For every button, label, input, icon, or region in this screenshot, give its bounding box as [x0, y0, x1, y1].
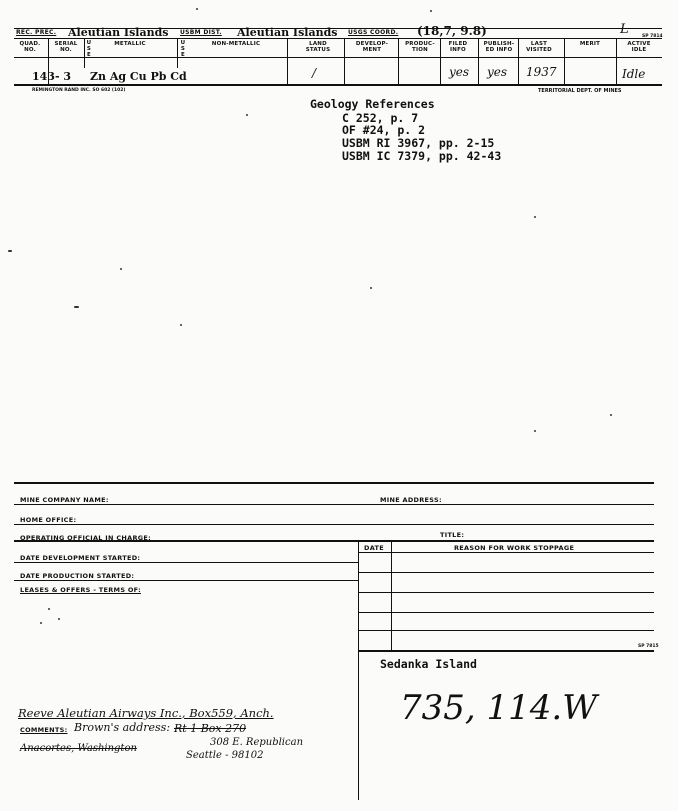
col-use1-label: U S E [86, 40, 92, 58]
usgs-coord-value: (18,7, 9.8) [417, 24, 487, 38]
col-published-info-label: PUBLISH-ED INFO [483, 41, 515, 53]
form-rule [14, 524, 654, 525]
col-filed-info-label: FILED INFO [448, 41, 468, 53]
form-rule [14, 504, 654, 505]
leases-label: LEASES & OFFERS - TERMS OF: [20, 586, 141, 594]
speck [534, 216, 536, 218]
col-divider [398, 38, 399, 84]
col-divider [616, 38, 617, 84]
col-last-visited-label: LAST VISITED [526, 41, 552, 53]
speck [40, 622, 42, 624]
usbm-dist-label: USBM DIST. [180, 29, 222, 36]
col-divider [177, 38, 178, 68]
col-active-idle-label: ACTIVE IDLE [627, 41, 651, 53]
handwritten-coords: 735, 114.W [400, 688, 598, 728]
speck [120, 268, 122, 270]
col-nonmetallic-label: NON-METALLIC [211, 41, 261, 47]
record-filed-info: yes [449, 65, 470, 79]
header-rule-3 [14, 57, 662, 58]
geology-title: Geology References [310, 97, 435, 111]
stoppage-rule [358, 612, 654, 613]
rec-prec-label: REC. PREC. [16, 29, 57, 36]
geology-ref: USBM RI 3967, pp. 2-15 [342, 136, 495, 150]
col-divider [478, 38, 479, 84]
speck [48, 608, 50, 610]
form-number-top: SP 7814 [642, 34, 663, 39]
form-top-rule [14, 482, 654, 484]
handwritten-owner: Reeve Aleutian Airways Inc., Box559, Anch. [18, 706, 274, 720]
record-rule [14, 84, 662, 86]
geology-ref: C 252, p. 7 [342, 111, 419, 125]
record-quad-serial: 143- 3 [32, 70, 72, 83]
col-divider [344, 38, 345, 84]
rec-prec-value: Aleutian Islands [68, 26, 169, 39]
mine-company-label: MINE COMPANY NAME: [20, 496, 109, 504]
col-merit-label: MERIT [579, 41, 601, 47]
printer-line: REMINGTON RAND INC. SO 602 (102) [32, 88, 126, 93]
col-divider [84, 38, 85, 68]
stoppage-rule [358, 630, 654, 631]
col-divider [564, 38, 565, 84]
speck [430, 10, 432, 12]
geology-ref: OF #24, p. 2 [342, 123, 426, 137]
speck [534, 430, 536, 432]
mine-address-label: MINE ADDRESS: [380, 496, 442, 504]
reason-label: REASON FOR WORK STOPPAGE [454, 544, 575, 552]
comments-label: COMMENTS: [20, 726, 68, 734]
stoppage-rule [358, 650, 654, 652]
form-number-bottom: SP 7815 [638, 644, 659, 649]
date-label: DATE [364, 544, 384, 552]
stoppage-col-divider [391, 540, 392, 650]
col-land-status-label: LAND STATUS [305, 41, 331, 53]
col-divider [518, 38, 519, 84]
record-published-info: yes [487, 65, 508, 79]
speck [74, 306, 79, 308]
home-office-label: HOME OFFICE: [20, 516, 77, 524]
col-quad-label: QUAD. NO. [19, 41, 41, 53]
dept-line: TERRITORIAL DEPT. OF MINES [538, 88, 622, 94]
speck [180, 324, 182, 326]
speck [58, 618, 60, 620]
struck-address-1: Rt 1 Box 270 [174, 722, 247, 735]
new-address-1: 308 E. Republican [210, 737, 304, 748]
date-dev-label: DATE DEVELOPMENT STARTED: [20, 554, 141, 562]
col-serial-label: SERIAL NO. [54, 41, 78, 53]
col-divider [287, 38, 288, 84]
stoppage-col-divider [358, 540, 359, 650]
col-use2-label: U S E [180, 40, 186, 58]
record-active-idle: Idle [622, 67, 646, 81]
usgs-coord-label: USGS COORD. [348, 29, 399, 36]
location-name: Sedanka Island [380, 657, 477, 671]
speck [8, 250, 12, 252]
record-metallic: Zn Ag Cu Pb Cd [90, 70, 187, 83]
form-rule [14, 540, 654, 542]
col-production-label: PRODUC-TION [405, 41, 435, 53]
title-label: TITLE: [440, 531, 465, 539]
speck [610, 414, 612, 416]
usbm-dist-value: Aleutian Islands [237, 26, 338, 39]
operating-official-label: OPERATING OFFICIAL IN CHARGE: [20, 534, 152, 542]
speck [370, 287, 372, 289]
lower-divider [358, 650, 359, 800]
comments-text: Brown's address: [74, 721, 171, 734]
speck [196, 8, 198, 10]
col-divider [440, 38, 441, 84]
new-address-2: Seattle - 98102 [186, 750, 264, 761]
form-rule [14, 580, 358, 581]
struck-address-2: Anacortes, Washington [20, 743, 137, 754]
record-last-visited: 1937 [526, 65, 557, 79]
col-metallic-label: METALLIC [114, 41, 146, 47]
stoppage-rule [358, 592, 654, 593]
geology-ref: USBM IC 7379, pp. 42-43 [342, 149, 502, 163]
stoppage-rule [358, 572, 654, 573]
speck [246, 114, 248, 116]
date-prod-label: DATE PRODUCTION STARTED: [20, 572, 135, 580]
form-rule [14, 562, 358, 563]
record-land-status: / [312, 66, 317, 80]
top-right-mark: L [620, 22, 629, 37]
col-development-label: DEVELOP-MENT [355, 41, 389, 53]
form-rule [358, 552, 654, 553]
